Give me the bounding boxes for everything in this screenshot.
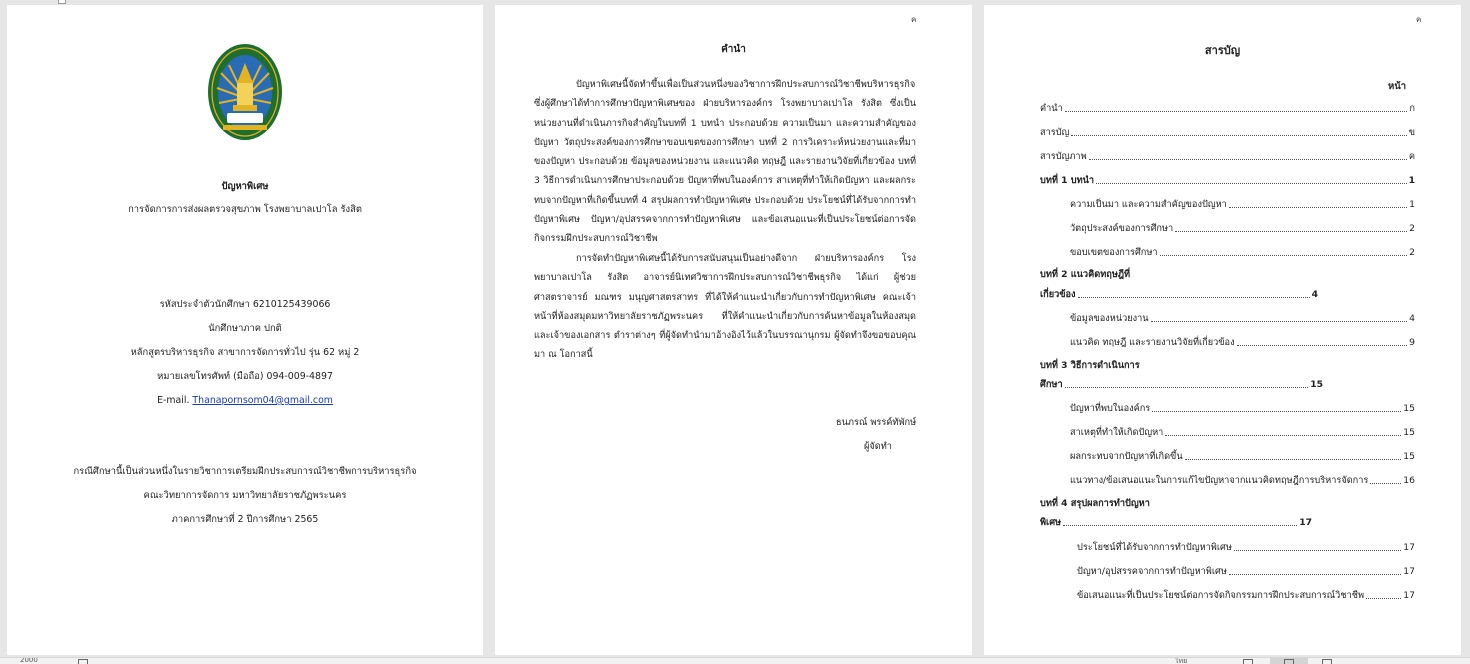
toc-page-header: หน้า [1388, 81, 1407, 92]
toc-entry[interactable]: สารบัญ ข [1040, 127, 1415, 138]
phone-number: หมายเลขโทรศัพท์ (มือถือ) 094-009-4897 [157, 371, 333, 382]
page-preface [495, 5, 972, 655]
ruler-marker [58, 0, 66, 4]
toc-entry[interactable]: ข้อมูลของหน่วยงาน 4 [1070, 313, 1415, 324]
toc-chapter[interactable]: บทที่ 4 สรุปผลการทำปัญหา [1040, 498, 1150, 509]
course-note: กรณีศึกษานี้เป็นส่วนหนึ่งในรายวิชาการเตรียมฝึกประสบการณ์วิชาชีพการบริหารธุรกิจ [73, 466, 417, 477]
preface-paragraph-1: ปัญหาพิเศษนี้จัดทำขึ้นเพื่อเป็นส่วนหนึ่งของวิชาการฝึกประสบการณ์วิชาชีพบริหารธุรกิจซึ่งผู้ศึกษาได้ทำการศึกษาปัญหาพิเศษของ ฝ่ายบริหารองค์กร โรงพยาบาลเปาโล รังสิต ซึ่งเป็นหน่วยงานที่ดำเนินภารกิจสำคัญในบทที่ 1 บทนำ ประกอบด้วย ความเป็นมา และความสำคัญของปัญหา วัตถุประสงค์ของการศึกษาขอบเขตของการศึกษา บทที่ 2 การวิเคราะห์หน่วยงานและที่มาของปัญหา ประกอบด้วย ข้อมูลของหน่วยงาน และแนวคิด ทฤษฎี และรายงานวิจัยที่เกี่ยวข้อง บทที่ 3 วิธีการดำเนินการศึกษาประกอบด้วย ปัญหาที่พบในองค์การ สาเหตุที่ทำให้เกิดปัญหา และผลกระทบจากปัญหาที่เกิดขึ้นบทที่ 4 สรุปผลการทำปัญหาพิเศษ ประกอบด้วย ประโยชน์ที่ได้รับจากการทำปัญหาพิเศษ ปัญหา/อุปสรรคจากการทำปัญหาพิเศษ และข้อเสนอแนะที่เป็นประโยชน์ต่อการจัดกิจกรรมฝึกประสบการณ์วิชาชีพ [534, 79, 916, 245]
page-toc [984, 5, 1461, 655]
toc-entry[interactable]: ผลกระทบจากปัญหาที่เกิดขึ้น 15 [1070, 451, 1415, 462]
page-number: ค [911, 15, 917, 24]
toc-chapter-continued[interactable]: ศึกษา 15 [1040, 379, 1323, 390]
document-title: ปัญหาพิเศษ [221, 181, 269, 192]
toc-chapter-continued[interactable]: เกี่ยวข้อง 4 [1040, 289, 1318, 300]
toc-entry[interactable]: แนวคิด ทฤษฎี และรายงานวิจัยที่เกี่ยวข้อง 9 [1070, 337, 1415, 348]
toc-entry[interactable]: ข้อเสนอแนะที่เป็นประโยชน์ต่อการจัดกิจกรรมการฝึกประสบการณ์วิชาชีพ 17 [1077, 590, 1415, 601]
toc-entry[interactable]: ขอบเขตของการศึกษา 2 [1070, 247, 1415, 258]
toc-title: สารบัญ [1204, 44, 1241, 57]
student-type: นักศึกษาภาค ปกติ [208, 323, 282, 334]
toc-entry[interactable]: แนวทาง/ข้อเสนอแนะในการแก้ไขปัญหาจากแนวคิดทฤษฎีการบริหารจัดการ 16 [1070, 475, 1415, 486]
web-layout-icon[interactable] [1322, 659, 1332, 664]
toc-entry[interactable]: คำนำ ก [1040, 103, 1415, 114]
program: หลักสูตรบริหารธุรกิจ สาขาการจัดการทั่วไป รุ่น 62 หมู่ 2 [130, 347, 360, 358]
toc-chapter[interactable]: บทที่ 3 วิธีการดำเนินการ [1040, 360, 1140, 371]
status-bar [0, 657, 1470, 664]
toc-entry[interactable]: ประโยชน์ที่ได้รับจากการทำปัญหาพิเศษ 17 [1077, 542, 1415, 553]
preface-title: คำนำ [721, 44, 746, 55]
toc-entry[interactable]: วัตถุประสงค์ของการศึกษา 2 [1070, 223, 1415, 234]
word-count[interactable]: 2000 [20, 657, 38, 664]
print-layout-icon [1284, 659, 1294, 664]
proofing-icon[interactable] [78, 659, 88, 664]
university-crest-icon [207, 43, 283, 141]
page-number: ค [1416, 15, 1422, 24]
toc-entry[interactable]: ความเป็นมา และความสำคัญของปัญหา 1 [1070, 199, 1415, 210]
toc-chapter-continued[interactable]: พิเศษ 17 [1040, 517, 1312, 528]
language-indicator[interactable]: ไทย [1175, 657, 1188, 664]
semester-note: ภาคการศึกษาที่ 2 ปีการศึกษา 2565 [171, 514, 319, 525]
toc-entry[interactable]: ปัญหา/อุปสรรคจากการทำปัญหาพิเศษ 17 [1077, 566, 1415, 577]
email-link[interactable]: Thanapornsom04@gmail.com [192, 395, 333, 406]
email-line [7, 395, 483, 407]
signature-role: ผู้จัดทำ [864, 441, 892, 452]
signature-name: ธนภรณ์ พรรค์ทัพักษ์ [836, 417, 917, 428]
student-id: รหัสประจำตัวนักศึกษา 6210125439066 [159, 299, 331, 310]
email-label: E-mail. [157, 395, 190, 406]
document-subtitle: การจัดการการส่งผลตรวจสุขภาพ โรงพยาบาลเปาโล รังสิต [128, 204, 362, 215]
faculty-note: คณะวิทยาการจัดการ มหาวิทยาลัยราชภัฏพระนคร [143, 490, 347, 501]
page-cover [7, 5, 483, 655]
toc-entry[interactable]: ปัญหาที่พบในองค์กร 15 [1070, 403, 1415, 414]
toc-entry[interactable]: สาเหตุที่ทำให้เกิดปัญหา 15 [1070, 427, 1415, 438]
toc-chapter[interactable]: บทที่ 1 บทนำ 1 [1040, 175, 1415, 186]
toc-entry[interactable]: สารบัญภาพ ค [1040, 151, 1415, 162]
preface-paragraph-2: การจัดทำปัญหาพิเศษนี้ได้รับการสนับสนุนเป็นอย่างดีจาก ฝ่ายบริหารองค์กร โรงพยาบาลเปาโล รังสิต อาจารย์นิเทศวิชาการฝึกประสบการณ์วิชาชีพธุรกิจ ได้แก่ ผู้ช่วยศาสตราจารย์ มณฑร มนุญศาสตรสาทร ที่ได้ให้คำแนะนำเกี่ยวกับการทำปัญหาพิเศษ คณะเจ้าหน้าที่ห้องสมุดมหาวิทยาลัยราชภัฏพระนคร ที่ให้คำแนะนำเกี่ยวกับการค้นหาข้อมูลในห้องสมุด และเจ้าของเอกสาร ตำราต่างๆ ที่ผู้จัดทำนำมาอ้างอิงไว้แล้วในบรรณานุกรม ผู้จัดทำจึงขอขอบคุณมา ณ โอกาสนี้ [534, 253, 916, 361]
toc-chapter[interactable]: บทที่ 2 แนวคิดทฤษฎีที่ [1040, 269, 1131, 280]
focus-mode-icon[interactable] [1243, 659, 1253, 664]
